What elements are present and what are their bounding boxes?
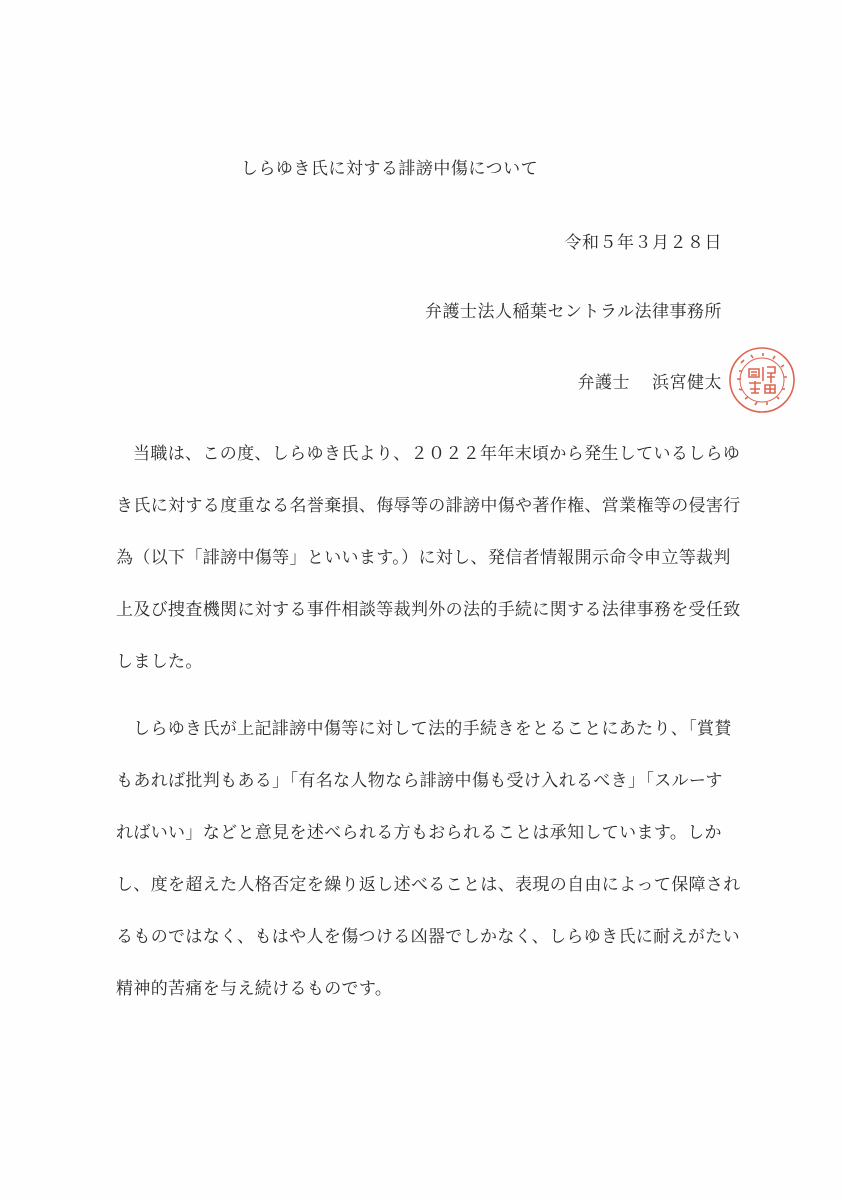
paragraph-1 <box>116 428 741 688</box>
law-firm-name: 弁護士法人稲葉セントラル法律事務所 <box>425 302 722 322</box>
paragraph-line: ればいい」などと意見を述べられる方もおられることは承知しています。しか <box>116 823 722 843</box>
paragraph-line: るものではなく、もはや人を傷つける凶器でしかなく、しらゆき氏に耐えがたい <box>116 927 740 947</box>
paragraph-2 <box>116 703 741 1015</box>
paragraph-line: 為（以下「誹謗中傷等」といいます。）に対し、発信者情報開示命令申立等裁判 <box>116 548 731 568</box>
document-title: しらゆき氏に対する誹謗中傷について <box>240 159 539 179</box>
paragraph-line: し、度を超えた人格否定を繰り返し述べることは、表現の自由によって保障され <box>116 875 741 895</box>
paragraph-line: 精神的苦痛を与え続けるものです。 <box>116 979 393 999</box>
paragraph-line: しらゆき氏が上記誹謗中傷等に対して法的手続きをとることにあたり、「賞賛 <box>133 719 732 739</box>
lawyer-role: 弁護士 <box>577 373 630 393</box>
lawyer-name: 浜宮健太 <box>652 373 722 393</box>
paragraph-line: 上及び捜査機関に対する事件相談等裁判外の法的手続に関する法律事務を受任致 <box>116 600 741 620</box>
paragraph-line: もあれば批判もある」「有名な人物なら誹謗中傷も受け入れるべき」「スルーす <box>116 771 723 791</box>
seal-stamp <box>727 345 797 415</box>
lawyer-signature <box>578 368 723 393</box>
paragraph-line: しました。 <box>116 652 203 672</box>
paragraph-line: き氏に対する度重なる名誉棄損、侮辱等の誹謗中傷や著作権、営業権等の侵害行 <box>116 496 741 516</box>
document-date: 令和５年３月２８日 <box>564 233 722 253</box>
paragraph-line: 当職は、この度、しらゆき氏より、２０２２年年末頃から発生しているしらゆ <box>133 444 741 464</box>
